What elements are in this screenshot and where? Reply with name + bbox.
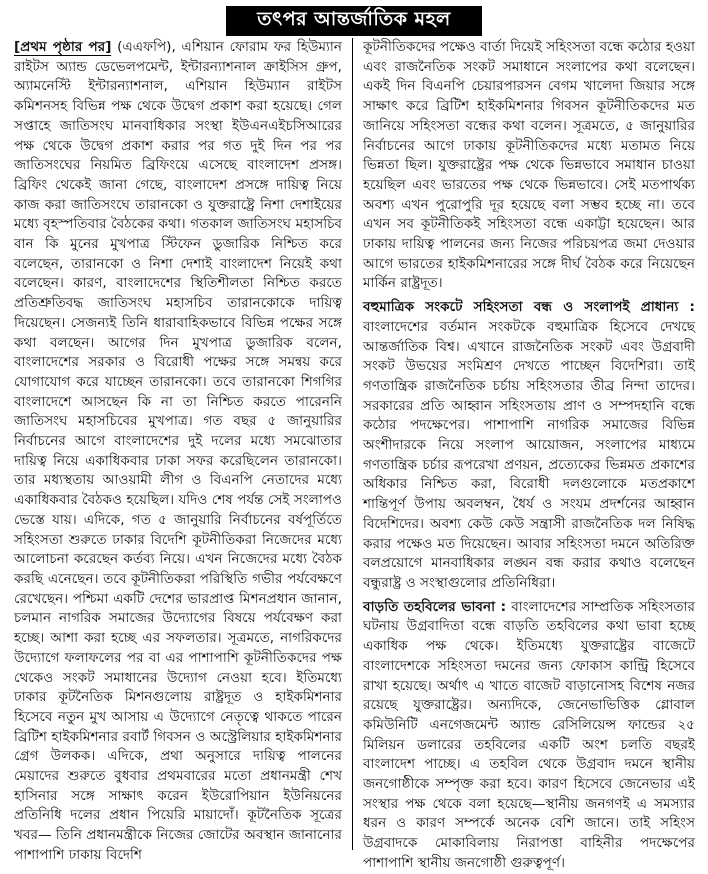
section-body: বাংলাদেশের বর্তমান সংকটকে বহুমাত্রিক হিসেবে দেখছে আন্তর্জাতিক বিশ্ব। এখানে রাজনৈতিক সংকট এবং উগ্রবাদী সংকট উভয়ের সংমিশ্রণ দেখতে পাচ্ছেন বিদেশিরা। তাই গণতান্ত্রিক রাজনৈতিক চর্চায় সহিংসতার তীব্র নিন্দা তাদের। সরকারের প্রতি আহ্বান সহিংসতায় প্রাণ ও সম্পদহানি বন্ধে কঠোর পদক্ষেপের। পাশাপাশি নাগরিক সমাজের বিভিন্ন অংশীদারকে নিয়ে সংলাপ আয়োজন, সংলাপের মাধ্যমে গণতান্ত্রিক চর্চার রূপরেখা প্রণয়ন, প্রত্যেকের ভিন্নমত প্রকাশের অধিকার নিশ্চিত করা, বিরোধী দলগুলোকে মতপ্রকাশে শান্তিপূর্ণ উপায় অবলম্বন, ধৈর্য ও সংযম প্রদর্শনের আহ্বান বিদেশিদের। অবশ্য কেউ কেউ সন্ত্রাসী রাজনৈতিক দল নিষিদ্ধ করার পক্ষেও মত দিয়েছেন। আবার সহিংসতা দমনে অতিরিক্ত বলপ্রয়োগে মানবাধিকার লঙ্ঘন বন্ধ করার কথাও বলেছেন বন্ধুরাষ্ট্র ও সংস্থাগুলোর প্রতিনিধিরা। [363, 318, 695, 591]
section-multidimensional [363, 298, 695, 594]
section-heading: বাড়তি তহবিলের ভাবনা : [363, 598, 507, 615]
headline: তৎপর আন্তর্জাতিক মহল [257, 8, 451, 30]
section-extra-fund [363, 598, 695, 874]
left-column [14, 38, 342, 863]
section-heading: বহুমাত্রিক সংকটে সহিংসতা বন্ধ ও সংলাপই প্রাধান্য : [363, 299, 695, 316]
column-divider [352, 38, 353, 850]
section-body: বাংলাদেশের সাম্প্রতিক সহিংসতার ঘটনায় উগ্রবাদিতা বন্ধে বাড়তি তহবিলের কথা ভাবা হচ্ছে একাধিক পক্ষ থেকে। ইতিমধ্যে যুক্তরাষ্ট্রের বাজেটে বাংলাদেশকে সহিংসতা দমনের জন্য ফোকাস কান্ট্রি হিসেবে রাখা হয়েছে। অর্থাৎ এ খাতে বাজেট বাড়ানোসহ বিশেষ নজর রয়েছে যুক্তরাষ্ট্রের। অন্যদিকে, জেনেভাভিত্তিক গ্লোবাল কমিউনিটি এনগেজমেন্ট অ্যান্ড রেসিলিয়েন্স ফান্ডের ২৫ মিলিয়ন ডলারের তহবিলের একটি অংশ চলতি বছরই বাংলাদেশ পাচ্ছে। এ তহবিল থেকে উগ্রবাদ দমনে স্থানীয় জনগোষ্ঠীকে সম্পৃক্ত করা হবে। কারণ হিসেবে জেনেভার এই সংস্থার পক্ষ থেকে বলা হয়েছে—স্থানীয় জনগণই এ সমস্যার ধরন ও কারণ সম্পর্কে অনেক বেশি জানে। তাই সহিংস উগ্রবাদকে মোকাবিলায় নিরাপত্তা বাহিনীর পদক্ষেপের পাশাপাশি স্থানীয় জনগোষ্ঠী গুরুত্বপূর্ণ। [363, 598, 695, 871]
headline-banner [226, 6, 482, 36]
continuation-tag: [প্রথম পৃষ্ঠার পর] [14, 39, 112, 55]
right-column [363, 38, 695, 871]
left-body-text: (এএফপি), এশিয়ান ফোরাম ফর হিউম্যান রাইটস অ্যান্ড ডেভেলপমেন্ট, ইন্টারন্যাশনাল ক্রাইসিস গ্রুপ, অ্যামনেস্টি ইন্টারন্যাশনাল, এশিয়ান হিউম্যান রাইটস কমিশনসহ বিভিন্ন পক্ষ থেকে উদ্বেগ প্রকাশ করা হয়েছে। গেল সপ্তাহে জাতিসংঘ মানবাধিকার সংস্থা ইউএনএইচসিআরের পক্ষ থেকে উদ্বেগ প্রকাশ করার পর গত দুই দিন পর পর জাতিসংঘের নিয়মিত ব্রিফিংয়ে এসেছে বাংলাদেশ প্রসঙ্গ। ব্রিফিং থেকেই জানা গেছে, বাংলাদেশ প্রসঙ্গে দায়িত্ব নিয়ে কাজ করা জাতিসংঘে তারানকো ও যুক্তরাষ্ট্রে নিশা দেশাইয়ের মধ্যে বৃহস্পতিবার বৈঠকের কথা। গতকাল জাতিসংঘ মহাসচিব বান কি মুনের মুখপাত্র স্টিফেন ডুজারিক নিশ্চিত করে বলেছেন, তারানকো ও নিশা দেশাই বাংলাদেশ নিয়েই কথা বলেছেন। কারণ, বাংলাদেশের স্থিতিশীলতা নিশ্চিত করতে প্রতিশ্রুতিবদ্ধ জাতিসংঘ মহাসচিব তারানকোকে দায়িত্ব দিয়েছেন। সেজন্যই তিনি ধারাবাহিকভাবে বিভিন্ন পক্ষের সঙ্গে কথা বলছেন। আগের দিন মুখপাত্র ডুজারিক বলেন, বাংলাদেশের সরকার ও বিরোধী পক্ষের সঙ্গে সমন্বয় করে যোগাযোগ করে যাচ্ছেন তারানকো। তবে তারানকো শিগগির বাংলাদেশে আসছেন কি না তা নিশ্চিত করতে পারেননি জাতিসংঘ মহাসচিবের মুখপাত্র। গত বছর ৫ জানুয়ারির নির্বাচনের আগে বাংলাদেশের দুই দলের মধ্যে সমঝোতার দায়িত্ব নিয়ে একাধিকবার ঢাকা সফর করেছিলেন তারানকো। তার মধ্যস্থতায় আওয়ামী লীগ ও বিএনপি নেতাদের মধ্যে একাধিকবার বৈঠকও হয়েছিল। যদিও শেষ পর্যন্ত সেই সংলাপও ভেস্তে যায়। এদিকে, গত ৫ জানুয়ারি নির্বাচনের বর্ষপূর্তিতে সহিংসতা শুরুতে ঢাকার বিদেশি কূটনীতিকরা নিজেদের মধ্যে আলোচনা করেছেন কর্তব্য নিয়ে। এখন নিজেদের মধ্যে বৈঠক করছি এনেছেন। তবে কূটনীতিকরা পরিস্থিতি গভীর পর্যবেক্ষণে রেখেছেন। পশ্চিমা একটি দেশের ভারপ্রাপ্ত মিশনপ্রধান জানান, চলমান নাগরিক সমাজের উদ্যোগের বিষয়ে পর্যবেক্ষণ করা হচ্ছে। আশা করা হচ্ছে এর সফলতার। সূত্রমতে, নাগরিকদের উদ্যোগে ফলাফলের পর বা এর পাশাপাশি কূটনীতিকদের পক্ষ থেকেও সংকট সমাধানের উদ্যোগ নেওয়া হবে। ইতিমধ্যে ঢাকার কূটনৈতিক মিশনগুলোয় রাষ্ট্রদূত ও হাইকমিশনার হিসেবে নতুন মুখ আসায় এ উদ্যোগে নেতৃত্বে থাকতে পারেন ব্রিটিশ হাইকমিশনার রবার্ট গিবসন ও অস্ট্রেলিয়ার হাইকমিশনার গ্রেগ উলকক। এদিকে, প্রথা অনুসারে দায়িত্ব পালনের মেয়াদের শুরুতে বুধবার প্রথমবারের মতো প্রধানমন্ত্রী শেখ হাসিনার সঙ্গে সাক্ষাৎ করেন ইউরোপিয়ান ইউনিয়নের প্রতিনিধি দলের প্রধান পিয়েরি মায়াদোঁ। কূটনৈতিক সূত্রের খবর— তিনি প্রধানমন্ত্রীকে নিজের জোটের অবস্থান জানানোর পাশাপাশি ঢাকায় বিদেশি [14, 39, 342, 863]
right-paragraph-1: কূটনীতিকদের পক্ষেও বার্তা দিয়েই সহিংসতা বন্ধে কঠোর হওয়া এবং রাজনৈতিক সংকট সমাধানে সংলাপের কথা বলেছেন। একই দিন বিএনপি চেয়ারপারসন বেগম খালেদা জিয়ার সঙ্গে সাক্ষাৎ করে ব্রিটিশ হাইকমিশনার গিবসন কূটনীতিকদের মত জানিয়ে সহিংসতা বন্ধের কথা বলেন। সূত্রমতে, ৫ জানুয়ারির নির্বাচনের আগে ঢাকায় কূটনীতিকদের মধ্যে মতামত নিয়ে ভিন্নতা ছিল। যুক্তরাষ্ট্রের পক্ষ থেকে ভিন্নভাবে সমাধান চাওয়া হয়েছিল এবং ভারতের পক্ষ থেকে ভিন্নভাবে। সেই মতপার্থক্য অবশ্য এখন পুরোপুরি দূর হয়েছে বলা সম্ভব হচ্ছে না। তবে এখন সব কূটনীতিকই সহিংসতা বন্ধে একাট্টা হয়েছেন। আর ঢাকায় দায়িত্ব পালনের জন্য নিজের পরিচয়পত্র জমা দেওয়ার আগে ভারতের হাইকমিশনারের সঙ্গে দীর্ঘ বৈঠক করে নিয়েছেন মার্কিন রাষ্ট্রদূত। [363, 39, 695, 292]
left-paragraph [14, 38, 342, 866]
